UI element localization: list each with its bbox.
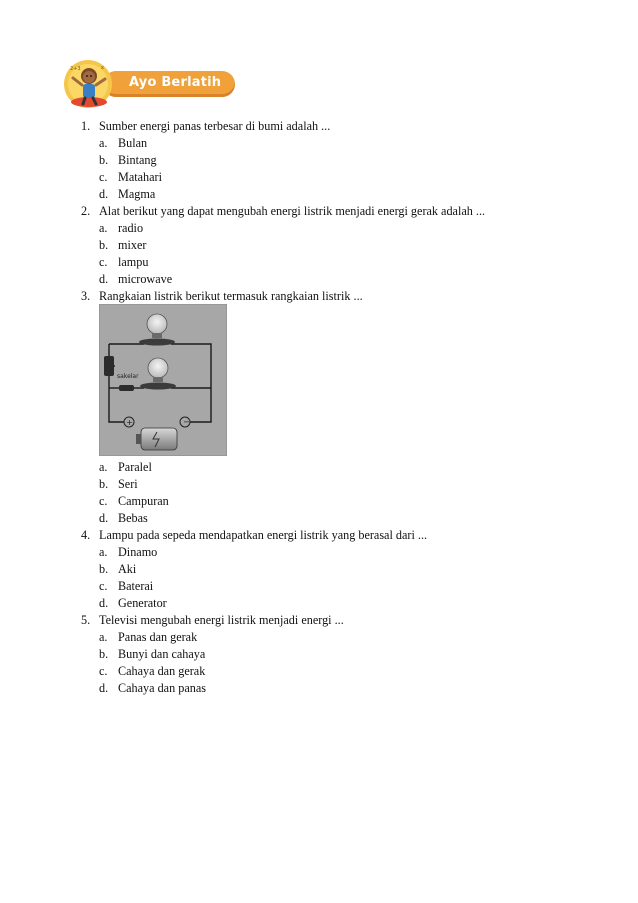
question-number: 4. bbox=[81, 528, 91, 542]
option-letter: d. bbox=[99, 272, 109, 286]
option-letter: c. bbox=[99, 494, 108, 508]
option-text: Paralel bbox=[118, 460, 152, 474]
circuit-diagram-image bbox=[99, 304, 227, 456]
option-text: radio bbox=[118, 221, 144, 235]
option-text: Seri bbox=[118, 477, 138, 491]
question-number: 2. bbox=[81, 204, 91, 218]
option-letter: d. bbox=[99, 681, 109, 695]
option-letter: c. bbox=[99, 664, 108, 678]
option-letter: a. bbox=[99, 136, 108, 150]
option-letter: b. bbox=[99, 238, 109, 252]
option-text: lampu bbox=[118, 255, 149, 269]
option-text: Bintang bbox=[118, 153, 157, 167]
option-letter: b. bbox=[99, 562, 109, 576]
option-letter: a. bbox=[99, 630, 108, 644]
option-text: Magma bbox=[118, 187, 156, 201]
svg-text:−: − bbox=[183, 417, 190, 427]
svg-text:x: x bbox=[101, 65, 104, 71]
option-text: Cahaya dan gerak bbox=[118, 664, 206, 678]
kid-mascot-icon bbox=[63, 58, 119, 110]
option-letter: c. bbox=[99, 579, 108, 593]
option-text: Aki bbox=[118, 562, 137, 576]
option-text: Bulan bbox=[118, 136, 148, 150]
option-letter: d. bbox=[99, 511, 109, 525]
question-text: Alat berikut yang dapat mengubah energi listrik menjadi energi gerak adalah ... bbox=[99, 204, 486, 218]
option-text: mixer bbox=[118, 238, 147, 252]
svg-text:2+3: 2+3 bbox=[70, 66, 81, 72]
question-text: Rangkaian listrik berikut termasuk rangkaian listrik ... bbox=[99, 289, 363, 303]
option-text: Bebas bbox=[118, 511, 148, 525]
svg-text:+: + bbox=[126, 418, 134, 427]
option-text: Bunyi dan cahaya bbox=[118, 647, 206, 661]
question-text: Televisi mengubah energi listrik menjadi energi ... bbox=[99, 613, 344, 627]
option-letter: d. bbox=[99, 596, 109, 610]
battery-icon bbox=[136, 428, 177, 450]
question-number: 1. bbox=[81, 119, 91, 133]
banner-title: Ayo Berlatih bbox=[129, 75, 222, 90]
option-letter: b. bbox=[99, 477, 109, 491]
question-number: 3. bbox=[81, 289, 91, 303]
option-text: microwave bbox=[118, 272, 173, 286]
option-text: Dinamo bbox=[118, 545, 158, 559]
option-text: Panas dan gerak bbox=[118, 630, 198, 644]
question-text: Sumber energi panas terbesar di bumi adalah ... bbox=[99, 119, 331, 133]
option-letter: c. bbox=[99, 170, 108, 184]
option-letter: d. bbox=[99, 187, 109, 201]
switch-label: sakelar bbox=[117, 373, 139, 380]
question-number: 5. bbox=[81, 613, 91, 627]
option-text: Cahaya dan panas bbox=[118, 681, 206, 695]
question-text: Lampu pada sepeda mendapatkan energi listrik yang berasal dari ... bbox=[99, 528, 428, 542]
option-text: Matahari bbox=[118, 170, 162, 184]
option-letter: b. bbox=[99, 647, 109, 661]
option-text: Generator bbox=[118, 596, 167, 610]
option-letter: a. bbox=[99, 460, 108, 474]
option-letter: a. bbox=[99, 545, 108, 559]
option-text: Campuran bbox=[118, 494, 169, 508]
option-letter: b. bbox=[99, 153, 109, 167]
option-letter: a. bbox=[99, 221, 108, 235]
option-letter: c. bbox=[99, 255, 108, 269]
section-banner bbox=[63, 58, 239, 110]
option-text: Baterai bbox=[118, 579, 154, 593]
